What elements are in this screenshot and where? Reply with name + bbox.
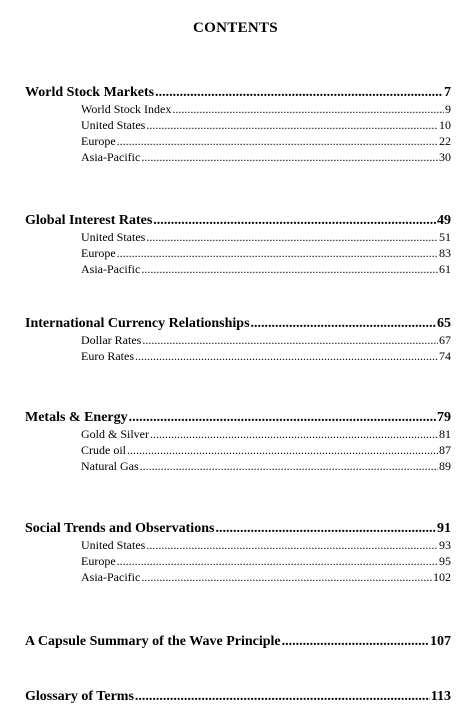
dot-leader [135,688,430,706]
dot-leader [153,212,436,230]
dot-leader [141,150,438,165]
toc-item[interactable] [81,246,451,261]
toc-section-glossary[interactable] [25,688,451,706]
toc-page-number: 51 [439,230,451,244]
toc-item-label: Dollar Rates [81,333,142,347]
dot-leader [117,246,438,261]
toc-section-capsule-summary[interactable] [25,633,451,651]
toc-page-number: 79 [437,410,451,425]
dot-leader [140,459,438,474]
dot-leader [117,554,438,569]
toc-item[interactable] [81,150,451,165]
toc-item[interactable] [81,333,451,348]
dot-leader [150,427,438,442]
toc-section-world-stock-markets[interactable] [25,84,451,102]
toc-page-number: 67 [439,333,451,347]
toc-page-number: 49 [437,213,451,228]
toc-item[interactable] [81,459,451,474]
toc-section-social-trends[interactable] [25,520,451,538]
toc-page-number: 95 [439,554,451,568]
toc-section-title: International Currency Relationships [25,316,250,331]
toc-item-label: Gold & Silver [81,427,149,441]
toc-section-metals-energy[interactable] [25,409,451,427]
toc-page-number: 89 [439,459,451,473]
toc-page-number: 83 [439,246,451,260]
toc-item[interactable] [81,230,451,245]
toc-item-label: Europe [81,554,116,568]
toc-item-label: Asia-Pacific [81,262,141,276]
toc-page-number: 107 [430,634,451,649]
toc-page-number: 65 [437,316,451,331]
dot-leader [251,315,436,333]
toc-item[interactable] [81,134,451,149]
toc-item-label: United States [81,230,146,244]
toc-page-number: 22 [439,134,451,148]
toc-section-title: Social Trends and Observations [25,521,215,536]
toc-item-label: United States [81,538,146,552]
toc-page-number: 7 [444,85,451,100]
toc-item[interactable] [81,570,451,585]
toc-item[interactable] [81,443,451,458]
dot-leader [127,443,438,458]
toc-page-number: 81 [439,427,451,441]
toc-item-label: Asia-Pacific [81,150,141,164]
page-title: CONTENTS [193,20,278,36]
toc-section-title: World Stock Markets [25,85,155,100]
toc-item[interactable] [81,118,451,133]
toc-section-title: Glossary of Terms [25,689,134,704]
dot-leader [155,84,443,102]
toc-item[interactable] [81,349,451,364]
dot-leader [135,349,438,364]
toc-page-number: 102 [433,570,451,584]
toc-section-title: Metals & Energy [25,410,128,425]
toc-page-number: 87 [439,443,451,457]
toc-item[interactable] [81,538,451,553]
toc-page-number: 93 [439,538,451,552]
toc-page-number: 61 [439,262,451,276]
toc-section-international-currency-relationships[interactable] [25,315,451,333]
toc-item[interactable] [81,262,451,277]
toc-item-label: Euro Rates [81,349,134,363]
toc-page-number: 10 [439,118,451,132]
toc-page-number: 74 [439,349,451,363]
toc-page-number: 91 [437,521,451,536]
toc-item-label: World Stock Index [81,102,172,116]
toc-item-label: United States [81,118,146,132]
toc-section-title: A Capsule Summary of the Wave Principle [25,634,281,649]
toc-section-title: Global Interest Rates [25,213,153,228]
toc-item-label: Europe [81,134,116,148]
dot-leader [172,102,444,117]
toc-item-label: Natural Gas [81,459,139,473]
dot-leader [282,633,429,651]
toc-page-number: 30 [439,150,451,164]
dot-leader [142,333,438,348]
dot-leader [141,570,432,585]
dot-leader [117,134,438,149]
dot-leader [146,538,438,553]
dot-leader [215,520,436,538]
dot-leader [146,118,438,133]
toc-item-label: Crude oil [81,443,126,457]
toc-section-global-interest-rates[interactable] [25,212,451,230]
toc-page-number: 113 [430,689,451,704]
toc-page-number: 9 [445,102,451,116]
dot-leader [129,409,436,427]
dot-leader [141,262,438,277]
toc-item[interactable] [81,427,451,442]
toc-item[interactable] [81,102,451,117]
toc-item-label: Europe [81,246,116,260]
dot-leader [146,230,438,245]
toc-item[interactable] [81,554,451,569]
toc-item-label: Asia-Pacific [81,570,141,584]
